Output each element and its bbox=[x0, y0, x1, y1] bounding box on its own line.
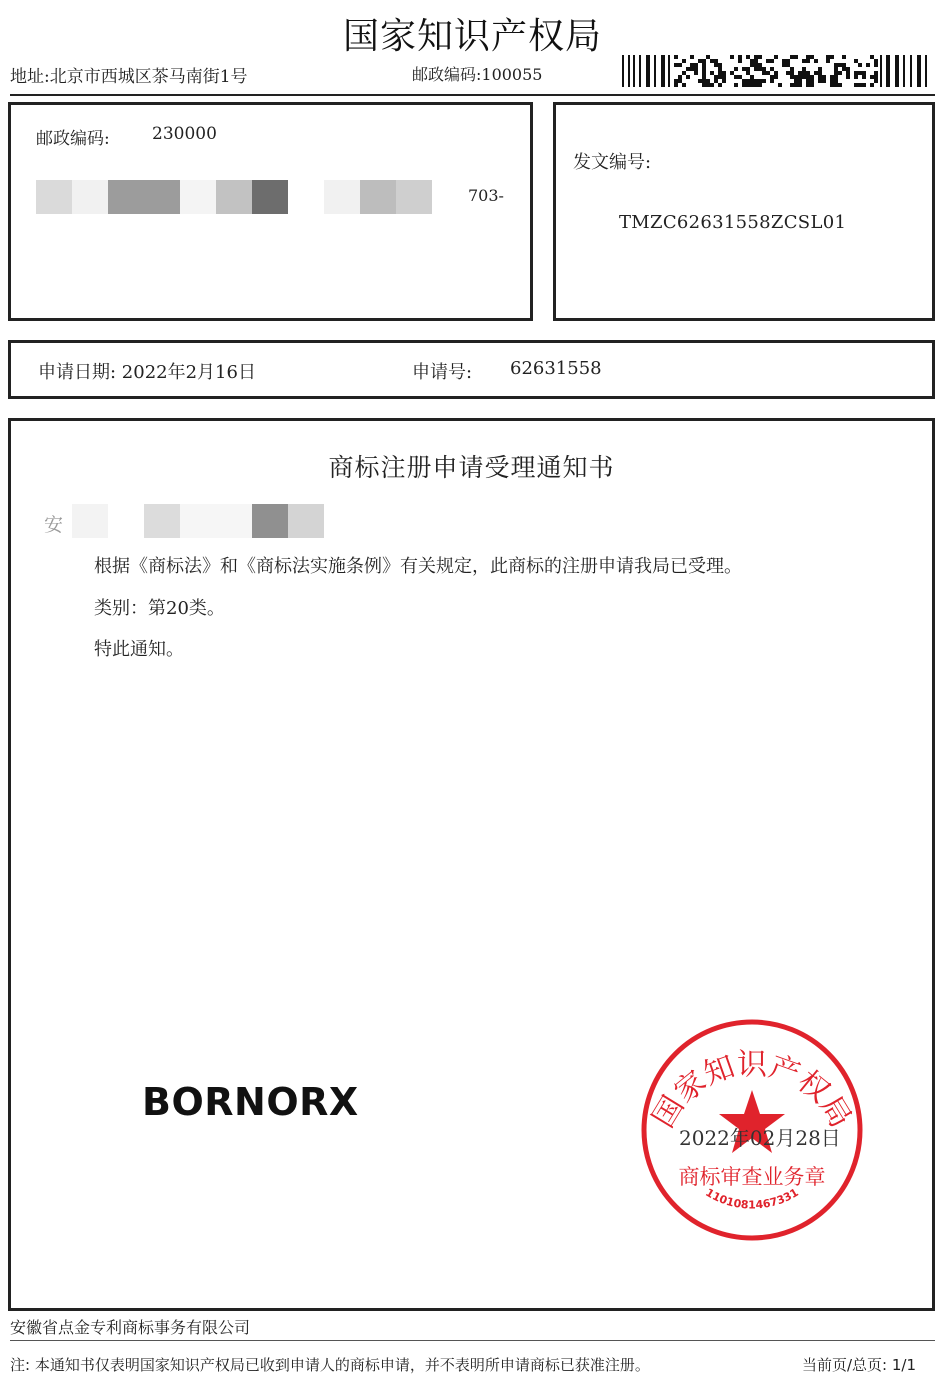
header-title: 国家知识产权局 bbox=[342, 16, 602, 57]
barcode-module bbox=[742, 67, 746, 71]
barcode-module bbox=[718, 83, 722, 87]
barcode-module bbox=[786, 59, 790, 63]
barcode-module bbox=[766, 59, 770, 63]
applicant-name-visible: 安 bbox=[44, 514, 64, 536]
barcode-module bbox=[633, 55, 635, 87]
barcode-module bbox=[758, 55, 762, 59]
barcode-module bbox=[802, 59, 806, 63]
office-postal-code: 邮政编码:100055 bbox=[412, 65, 543, 84]
barcode-module bbox=[674, 63, 678, 67]
barcode-module bbox=[838, 63, 842, 67]
barcode-module bbox=[674, 55, 678, 59]
barcode-module bbox=[830, 55, 834, 59]
barcode-module bbox=[798, 83, 802, 87]
recipient-address-fragment: 703- bbox=[468, 186, 504, 205]
redacted-block bbox=[324, 180, 360, 214]
barcode-module bbox=[694, 71, 698, 75]
barcode-module bbox=[750, 83, 754, 87]
barcode-module bbox=[854, 59, 858, 63]
barcode-module bbox=[786, 71, 790, 75]
barcode-module bbox=[818, 79, 822, 83]
barcode-module bbox=[895, 55, 899, 87]
redacted-block bbox=[72, 504, 108, 538]
barcode-module bbox=[754, 67, 758, 71]
barcode-module bbox=[790, 83, 794, 87]
document-number: TMZC62631558ZCSL01 bbox=[619, 212, 847, 233]
barcode-module bbox=[798, 71, 802, 75]
barcode-module bbox=[734, 83, 738, 87]
barcode-module bbox=[746, 79, 750, 83]
barcode-module bbox=[754, 59, 758, 63]
redacted-block bbox=[360, 180, 396, 214]
barcode-module bbox=[702, 71, 706, 75]
barcode-module bbox=[834, 79, 838, 83]
barcode-module bbox=[754, 63, 758, 67]
redacted-block bbox=[252, 504, 288, 538]
barcode-module bbox=[668, 55, 670, 87]
barcode-module bbox=[818, 71, 822, 75]
barcode-module bbox=[880, 55, 882, 87]
barcode-module bbox=[774, 55, 778, 59]
barcode-module bbox=[686, 67, 690, 71]
trademark-name: BORNORX bbox=[142, 1080, 359, 1124]
barcode-module bbox=[866, 63, 870, 67]
barcode-module bbox=[842, 63, 846, 67]
barcode-module bbox=[702, 79, 706, 83]
barcode-module bbox=[722, 79, 726, 83]
office-address: 地址:北京市西城区茶马南街1号 bbox=[10, 67, 248, 87]
barcode-module bbox=[806, 59, 810, 63]
barcode-module bbox=[770, 75, 774, 79]
barcode-module bbox=[782, 63, 786, 67]
recipient-postal-label: 邮政编码: bbox=[36, 129, 110, 149]
barcode-module bbox=[874, 75, 878, 79]
barcode-module bbox=[862, 75, 866, 79]
barcode-module bbox=[758, 79, 762, 83]
barcode bbox=[622, 55, 928, 91]
redacted-block bbox=[180, 180, 216, 214]
barcode-module bbox=[742, 79, 746, 83]
barcode-module bbox=[826, 55, 830, 59]
barcode-module bbox=[794, 55, 798, 59]
barcode-module bbox=[834, 71, 838, 75]
seal-date: 2022年02月28日 bbox=[679, 1126, 841, 1150]
barcode-module bbox=[742, 83, 746, 87]
barcode-module bbox=[690, 67, 694, 71]
barcode-module bbox=[770, 59, 774, 63]
barcode-module bbox=[874, 59, 878, 63]
notice-title: 商标注册申请受理通知书 bbox=[328, 453, 615, 482]
barcode-module bbox=[858, 63, 862, 67]
recipient-postal-value: 230000 bbox=[152, 124, 217, 144]
barcode-module bbox=[746, 67, 750, 71]
barcode-module bbox=[750, 59, 754, 63]
barcode-module bbox=[790, 75, 794, 79]
barcode-module bbox=[814, 71, 818, 75]
barcode-module bbox=[702, 83, 706, 87]
barcode-module bbox=[858, 83, 862, 87]
barcode-module bbox=[774, 71, 778, 75]
barcode-module bbox=[754, 83, 758, 87]
barcode-module bbox=[682, 59, 686, 63]
notice-class: 类别：第20类。 bbox=[94, 598, 225, 619]
barcode-module bbox=[758, 67, 762, 71]
barcode-module bbox=[794, 79, 798, 83]
barcode-module bbox=[838, 83, 842, 87]
redacted-block bbox=[36, 180, 72, 214]
redacted-block bbox=[180, 504, 252, 538]
barcode-module bbox=[678, 63, 682, 67]
seal-code: 1101081467331 bbox=[703, 1185, 801, 1212]
barcode-module bbox=[798, 75, 802, 79]
barcode-module bbox=[846, 75, 850, 79]
barcode-module bbox=[903, 55, 905, 87]
barcode-module bbox=[818, 67, 822, 71]
barcode-module bbox=[714, 75, 718, 79]
barcode-module bbox=[738, 59, 742, 63]
barcode-module bbox=[706, 55, 710, 59]
barcode-module bbox=[639, 55, 641, 87]
barcode-module bbox=[770, 67, 774, 71]
barcode-module bbox=[830, 83, 834, 87]
barcode-module bbox=[925, 55, 927, 87]
barcode-module bbox=[854, 71, 858, 75]
barcode-module bbox=[886, 55, 890, 87]
barcode-module bbox=[661, 55, 665, 87]
barcode-module bbox=[678, 75, 682, 79]
barcode-module bbox=[674, 83, 678, 87]
notice-closing: 特此通知。 bbox=[94, 639, 184, 660]
barcode-module bbox=[738, 75, 742, 79]
barcode-module bbox=[734, 67, 738, 71]
barcode-module bbox=[826, 59, 830, 63]
barcode-module bbox=[706, 79, 710, 83]
barcode-module bbox=[842, 55, 846, 59]
barcode-module bbox=[834, 75, 838, 79]
barcode-module bbox=[794, 83, 798, 87]
barcode-module bbox=[686, 75, 690, 79]
barcode-module bbox=[750, 63, 754, 67]
barcode-module bbox=[846, 71, 850, 75]
barcode-module bbox=[746, 55, 750, 59]
barcode-module bbox=[810, 75, 814, 79]
barcode-module bbox=[917, 55, 921, 87]
redacted-block bbox=[288, 504, 324, 538]
barcode-module bbox=[806, 79, 810, 83]
barcode-module bbox=[786, 63, 790, 67]
barcode-module bbox=[706, 83, 710, 87]
barcode-module bbox=[806, 75, 810, 79]
barcode-module bbox=[818, 75, 822, 79]
barcode-module bbox=[858, 71, 862, 75]
barcode-module bbox=[682, 71, 686, 75]
barcode-module bbox=[822, 79, 826, 83]
page-counter: 当前页/总页: 1/1 bbox=[802, 1356, 917, 1374]
barcode-module bbox=[838, 71, 842, 75]
barcode-module bbox=[762, 71, 766, 75]
barcode-module bbox=[798, 79, 802, 83]
agency-name: 安徽省点金专利商标事务有限公司 bbox=[10, 1318, 251, 1337]
barcode-module bbox=[758, 63, 762, 67]
barcode-module bbox=[874, 71, 878, 75]
barcode-module bbox=[802, 71, 806, 75]
barcode-module bbox=[714, 59, 718, 63]
application-date: 申请日期: 2022年2月16日 bbox=[38, 362, 256, 383]
barcode-module bbox=[734, 75, 738, 79]
barcode-module bbox=[806, 71, 810, 75]
barcode-module bbox=[690, 55, 694, 59]
seal-department: 商标审查业务章 bbox=[678, 1165, 826, 1189]
barcode-module bbox=[802, 67, 806, 71]
application-number-label: 申请号: bbox=[412, 362, 473, 383]
barcode-module bbox=[806, 83, 810, 87]
redacted-block bbox=[216, 180, 252, 214]
barcode-module bbox=[750, 79, 754, 83]
barcode-module bbox=[810, 79, 814, 83]
barcode-module bbox=[750, 75, 754, 79]
barcode-module bbox=[830, 75, 834, 79]
barcode-module bbox=[842, 67, 846, 71]
barcode-module bbox=[854, 83, 858, 87]
barcode-module bbox=[762, 67, 766, 71]
barcode-module bbox=[870, 75, 874, 79]
barcode-module bbox=[702, 63, 706, 67]
barcode-module bbox=[778, 83, 782, 87]
barcode-module bbox=[814, 59, 818, 63]
barcode-module bbox=[754, 79, 758, 83]
barcode-module bbox=[834, 83, 838, 87]
footer-note: 注: 本通知书仅表明国家知识产权局已收到申请人的商标申请，并不表明所申请商标已获准注册。 bbox=[10, 1356, 650, 1374]
footer-divider bbox=[10, 1340, 935, 1341]
barcode-module bbox=[830, 79, 834, 83]
barcode-module bbox=[702, 67, 706, 71]
barcode-module bbox=[674, 79, 678, 83]
barcode-module bbox=[714, 79, 718, 83]
barcode-module bbox=[690, 63, 694, 67]
application-number: 62631558 bbox=[510, 358, 602, 379]
barcode-module bbox=[710, 83, 714, 87]
barcode-module bbox=[682, 83, 686, 87]
barcode-module bbox=[646, 55, 650, 87]
barcode-module bbox=[710, 71, 714, 75]
barcode-module bbox=[790, 55, 794, 59]
barcode-module bbox=[722, 71, 726, 75]
barcode-module bbox=[678, 79, 682, 83]
barcode-module bbox=[774, 75, 778, 79]
barcode-module bbox=[862, 71, 866, 75]
barcode-module bbox=[694, 67, 698, 71]
document-number-label: 发文编号: bbox=[573, 152, 652, 173]
barcode-module bbox=[874, 63, 878, 67]
barcode-module bbox=[714, 63, 718, 67]
redacted-block bbox=[396, 180, 432, 214]
barcode-module bbox=[806, 55, 810, 59]
redacted-block bbox=[144, 504, 180, 538]
barcode-module bbox=[718, 63, 722, 67]
barcode-module bbox=[622, 55, 624, 87]
barcode-module bbox=[746, 71, 750, 75]
barcode-module bbox=[698, 59, 702, 63]
barcode-module bbox=[718, 67, 722, 71]
barcode-module bbox=[730, 71, 734, 75]
barcode-module bbox=[810, 83, 814, 87]
barcode-module bbox=[846, 67, 850, 71]
barcode-module bbox=[746, 83, 750, 87]
barcode-module bbox=[766, 71, 770, 75]
barcode-module bbox=[834, 63, 838, 67]
barcode-module bbox=[790, 71, 794, 75]
barcode-module bbox=[794, 75, 798, 79]
barcode-module bbox=[810, 55, 814, 59]
barcode-module bbox=[762, 79, 766, 83]
notice-paragraph: 根据《商标法》和《商标法实施条例》有关规定，此商标的注册申请我局已受理。 bbox=[94, 556, 742, 577]
barcode-module bbox=[718, 71, 722, 75]
barcode-module bbox=[654, 55, 656, 87]
barcode-module bbox=[870, 83, 874, 87]
barcode-module bbox=[702, 59, 706, 63]
barcode-module bbox=[754, 55, 758, 59]
barcode-module bbox=[698, 79, 702, 83]
barcode-module bbox=[738, 55, 742, 59]
seal-arc-text: 国家知识产权局 bbox=[645, 1047, 859, 1134]
barcode-module bbox=[694, 63, 698, 67]
redacted-block bbox=[108, 180, 180, 214]
barcode-module bbox=[790, 67, 794, 71]
barcode-module bbox=[822, 75, 826, 79]
barcode-module bbox=[718, 75, 722, 79]
barcode-module bbox=[802, 75, 806, 79]
barcode-module bbox=[730, 55, 734, 59]
barcode-module bbox=[770, 79, 774, 83]
barcode-module bbox=[710, 59, 714, 63]
barcode-module bbox=[628, 55, 630, 87]
barcode-module bbox=[782, 59, 786, 63]
barcode-module bbox=[862, 83, 866, 87]
barcode-module bbox=[870, 55, 874, 59]
barcode-module bbox=[910, 55, 912, 87]
redacted-block bbox=[72, 180, 108, 214]
barcode-module bbox=[702, 75, 706, 79]
redacted-block bbox=[252, 180, 288, 214]
barcode-module bbox=[758, 83, 762, 87]
barcode-module bbox=[834, 67, 838, 71]
barcode-module bbox=[854, 75, 858, 79]
barcode-module bbox=[722, 75, 726, 79]
header-divider bbox=[10, 94, 935, 96]
barcode-module bbox=[874, 79, 878, 83]
